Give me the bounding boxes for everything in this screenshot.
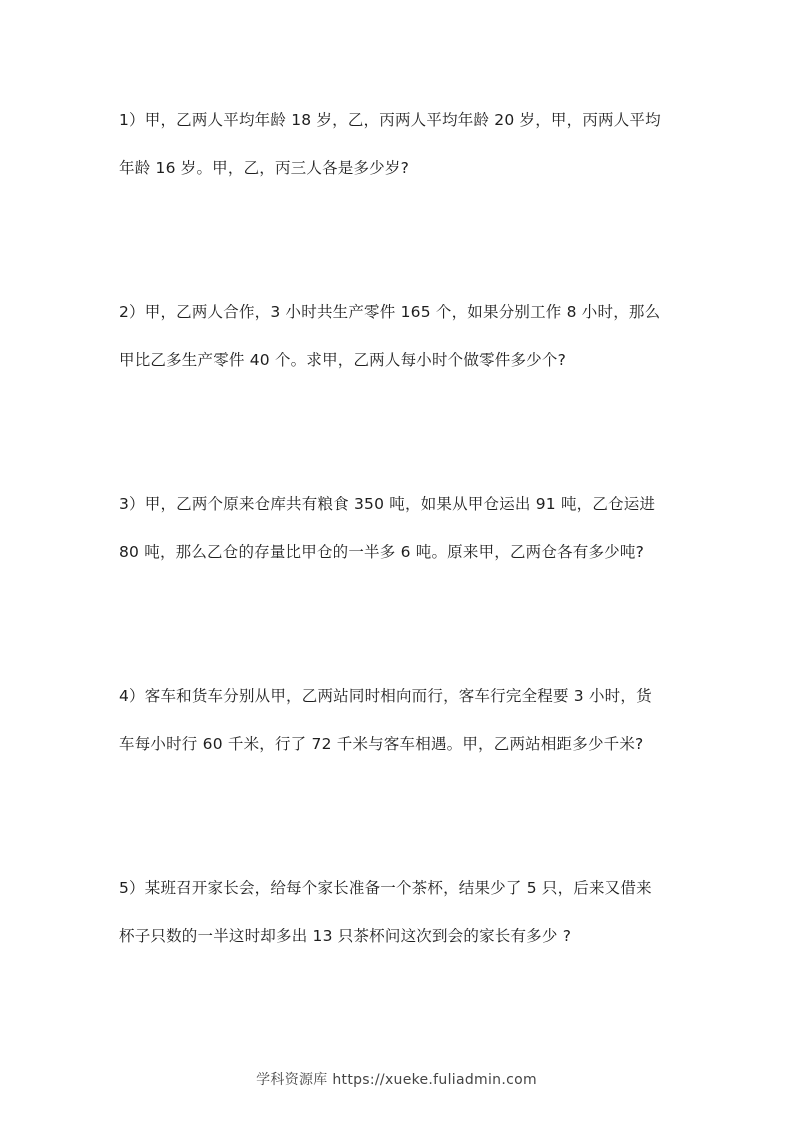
problem-1-line-2: 年龄 16 岁。甲，乙，丙三人各是多少岁? [119,159,410,177]
problem-5-line-2: 杯子只数的一半这时却多出 13 只茶杯问这次到会的家长有多少 ? [119,927,572,945]
problem-4-line-2: 车每小时行 60 千米，行了 72 千米与客车相遇。甲，乙两站相距多少千米? [119,735,644,753]
problem-5-line-1: 5）某班召开家长会，给每个家长准备一个茶杯，结果少了 5 只，后来又借来 [119,879,652,897]
problem-3-line-2: 80 吨，那么乙仓的存量比甲仓的一半多 6 吨。原来甲，乙两仓各有多少吨? [119,543,644,561]
problem-2-line-2: 甲比乙多生产零件 40 个。求甲，乙两人每小时个做零件多少个? [119,351,567,369]
problem-3-line-1: 3）甲，乙两个原来仓库共有粮食 350 吨，如果从甲仓运出 91 吨，乙仓运进 [119,495,656,513]
footer-source: 学科资源库 https://xueke.fuliadmin.com [256,1072,537,1088]
problem-2-line-1: 2）甲，乙两人合作，3 小时共生产零件 165 个，如果分别工作 8 小时，那么 [119,303,661,321]
problem-4-line-1: 4）客车和货车分别从甲，乙两站同时相向而行，客车行完全程要 3 小时，货 [119,687,652,705]
problem-1-line-1: 1）甲，乙两人平均年龄 18 岁，乙，丙两人平均年龄 20 岁，甲，丙两人平均 [119,111,661,129]
